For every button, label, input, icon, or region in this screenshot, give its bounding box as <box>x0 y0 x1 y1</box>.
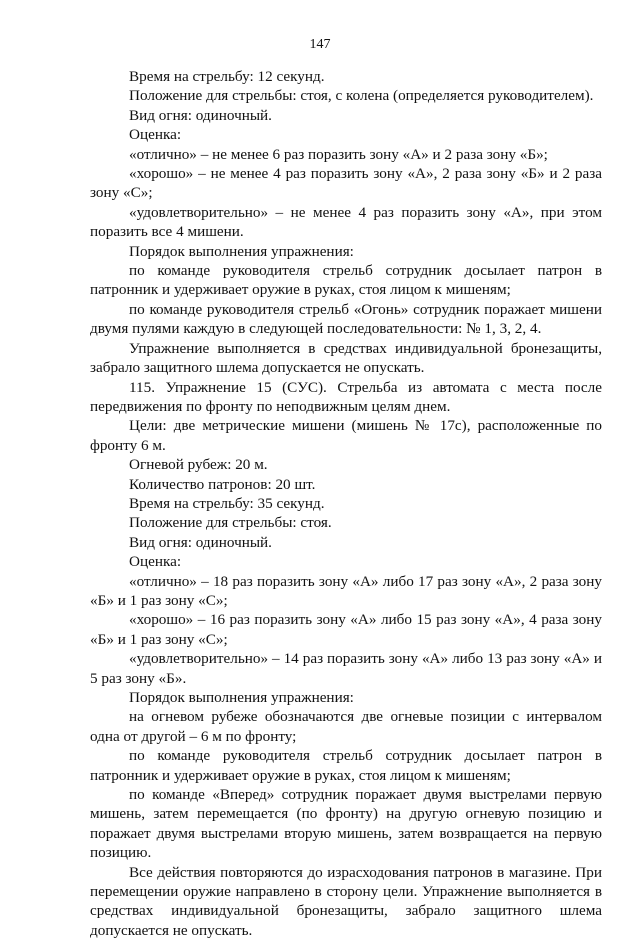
paragraph: Порядок выполнения упражнения: <box>129 242 354 260</box>
paragraph: Время на стрельбу: 12 секунд. <box>129 68 325 85</box>
paragraph: на огневом рубеже обозначаются две огневые позиции с интервалом одна от другой – 6 м по фронту; <box>90 708 602 745</box>
paragraph: 115. Упражнение 15 (СУС). Стрельба из автомата с места после передвижения по фронту по неподвижным целям днем. <box>90 378 602 415</box>
paragraph: Положение для стрельбы: стоя, с колена (определяется руководителем). <box>129 87 594 105</box>
paragraph: Положение для стрельбы: стоя. <box>129 514 332 532</box>
paragraph: Время на стрельбу: 35 секунд. <box>129 494 325 512</box>
page-number: 147 <box>309 37 331 52</box>
paragraph: по команде руководителя стрельб сотрудник досылает патрон в патронник и удерживает оружие в руках, стоя лицом к мишеням; <box>90 262 602 299</box>
paragraph: по команде руководителя стрельб «Огонь» сотрудник поражает мишени двумя пулями каждую в следующей последовательности: № 1, 3, 2, 4. <box>90 300 602 338</box>
paragraph: по команде руководителя стрельб сотрудник досылает патрон в патронник и удерживает оружие в руках, стоя лицом к мишеням; <box>90 747 602 784</box>
paragraph: «хорошо» – не менее 4 раз поразить зону «А», 2 раза зону «Б» и 2 раза зону «С»; <box>90 165 602 202</box>
document-body <box>90 67 602 940</box>
paragraph: Цели: две метрические мишени (мишень № 17с), расположенные по фронту 6 м. <box>90 417 602 454</box>
paragraph: «отлично» – не менее 6 раз поразить зону «А» и 2 раза зону «Б»; <box>129 145 548 163</box>
paragraph: «хорошо» – 16 раз поразить зону «А» либо 15 раз зону «А», 4 раза зону «Б» и 1 раз зону «С»; <box>90 611 602 648</box>
paragraph: «удовлетворительно» – 14 раз поразить зону «А» либо 13 раз зону «А» и 5 раз зону «Б». <box>90 650 602 687</box>
paragraph: Количество патронов: 20 шт. <box>129 475 316 493</box>
paragraph: Все действия повторяются до израсходования патронов в магазине. При перемещении оружие направлено в сторону цели. Упражнение выполняется в средствах индивидуальной бронезащиты, забрало защитного шлема допускается не опускать. <box>90 863 602 939</box>
paragraph: «отлично» – 18 раз поразить зону «А» либо 17 раз зону «А», 2 раза зону «Б» и 1 раз зону «С»; <box>90 572 602 609</box>
paragraph: «удовлетворительно» – не менее 4 раз поразить зону «А», при этом поразить все 4 мишени. <box>90 203 602 241</box>
paragraph: Упражнение выполняется в средствах индивидуальной бронезащиты, забрало защитного шлема допускается не опускать. <box>90 339 602 377</box>
paragraph: Оценка: <box>129 126 182 144</box>
paragraph: Оценка: <box>129 553 182 571</box>
paragraph: Вид огня: одиночный. <box>129 533 272 551</box>
paragraph: Порядок выполнения упражнения: <box>129 689 354 706</box>
paragraph: по команде «Вперед» сотрудник поражает двумя выстрелами первую мишень, затем перемещается (по фронту) на другую огневую позицию и поражает двумя выстрелами вторую мишень, затем возвращается на первую позицию. <box>90 786 602 862</box>
paragraph: Огневой рубеж: 20 м. <box>129 456 268 474</box>
paragraph: Вид огня: одиночный. <box>129 106 272 124</box>
